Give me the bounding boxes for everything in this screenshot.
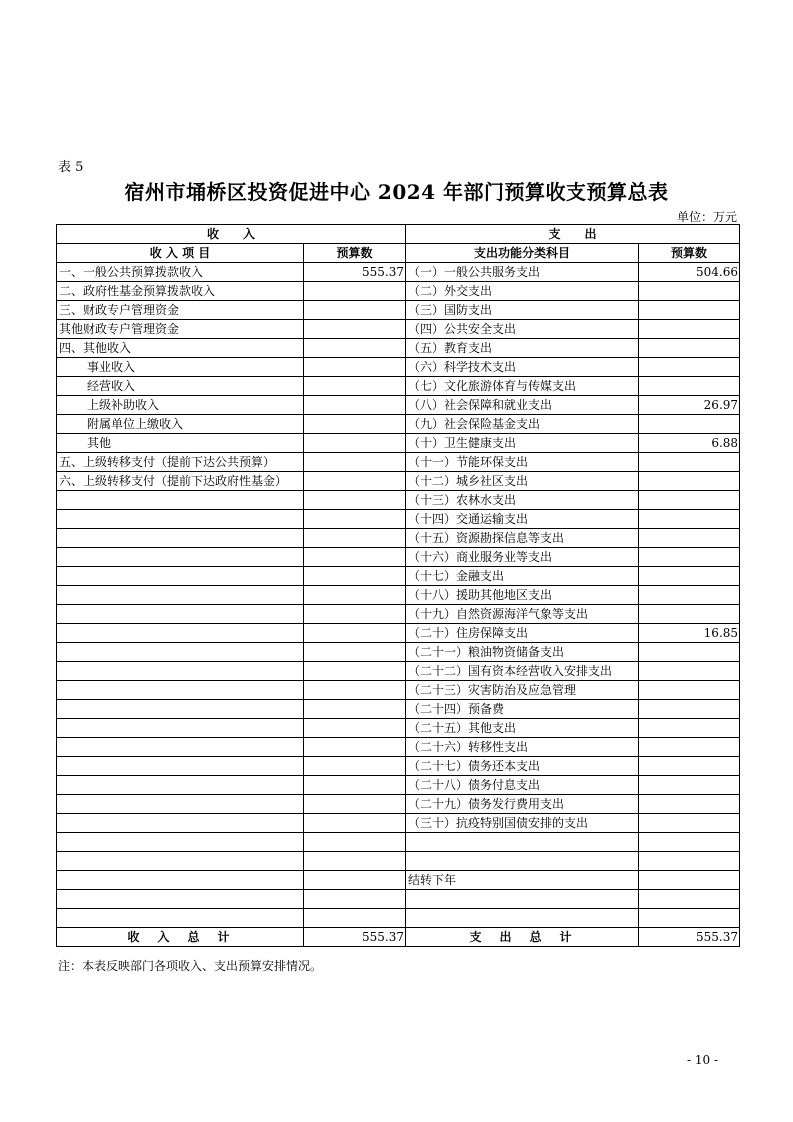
table-body bbox=[57, 263, 740, 928]
expense-amount-cell bbox=[639, 453, 740, 472]
income-item-cell: 上级补助收入 bbox=[57, 396, 304, 415]
expense-amount-cell bbox=[639, 757, 740, 776]
expense-amount-header: 预算数 bbox=[639, 244, 740, 263]
table-row bbox=[57, 871, 740, 890]
expense-amount-cell bbox=[639, 776, 740, 795]
income-item-cell bbox=[57, 681, 304, 700]
expense-item-cell: （二十九）债务发行费用支出 bbox=[406, 795, 639, 814]
income-item-cell: 六、上级转移支付（提前下达政府性基金） bbox=[57, 472, 304, 491]
income-amount-cell bbox=[304, 453, 406, 472]
expense-item-cell: （十九）自然资源海洋气象等支出 bbox=[406, 605, 639, 624]
expense-item-cell: （二十四）预备费 bbox=[406, 700, 639, 719]
expense-amount-cell bbox=[639, 339, 740, 358]
expense-amount-cell bbox=[639, 282, 740, 301]
income-item-cell bbox=[57, 567, 304, 586]
expense-item-cell: （九）社会保险基金支出 bbox=[406, 415, 639, 434]
income-item-cell bbox=[57, 909, 304, 928]
income-item-cell: 附属单位上缴收入 bbox=[57, 415, 304, 434]
expense-item-cell bbox=[406, 833, 639, 852]
income-item-cell: 一、一般公共预算拨款收入 bbox=[57, 263, 304, 282]
income-amount-cell bbox=[304, 377, 406, 396]
expense-amount-cell bbox=[639, 567, 740, 586]
expense-amount-cell bbox=[639, 415, 740, 434]
table-row bbox=[57, 529, 740, 548]
income-item-cell bbox=[57, 890, 304, 909]
table-row bbox=[57, 833, 740, 852]
income-item-cell: 经营收入 bbox=[57, 377, 304, 396]
expense-item-cell: （二十）住房保障支出 bbox=[406, 624, 639, 643]
income-total-amount: 555.37 bbox=[304, 928, 406, 947]
table-row bbox=[57, 852, 740, 871]
expense-item-cell: （二十三）灾害防治及应急管理 bbox=[406, 681, 639, 700]
expense-amount-cell bbox=[639, 358, 740, 377]
table-row bbox=[57, 548, 740, 567]
income-item-cell: 三、财政专户管理资金 bbox=[57, 301, 304, 320]
income-item-cell bbox=[57, 871, 304, 890]
table-row bbox=[57, 719, 740, 738]
income-group-header: 收 入 bbox=[57, 225, 406, 244]
expense-item-cell: （二十五）其他支出 bbox=[406, 719, 639, 738]
income-amount-cell bbox=[304, 776, 406, 795]
expense-item-cell: （二十八）债务付息支出 bbox=[406, 776, 639, 795]
expense-total-amount: 555.37 bbox=[639, 928, 740, 947]
income-item-cell: 二、政府性基金预算拨款收入 bbox=[57, 282, 304, 301]
income-item-cell bbox=[57, 852, 304, 871]
income-amount-cell bbox=[304, 890, 406, 909]
income-item-cell bbox=[57, 605, 304, 624]
expense-amount-cell bbox=[639, 301, 740, 320]
income-amount-cell bbox=[304, 757, 406, 776]
income-item-cell: 其他财政专户管理资金 bbox=[57, 320, 304, 339]
table-note: 注：本表反映部门各项收入、支出预算安排情况。 bbox=[58, 959, 323, 973]
income-amount-cell bbox=[304, 662, 406, 681]
income-amount-cell bbox=[304, 738, 406, 757]
income-amount-cell bbox=[304, 491, 406, 510]
income-item-cell bbox=[57, 833, 304, 852]
expense-amount-cell: 6.88 bbox=[639, 434, 740, 453]
table-label: 表 5 bbox=[58, 160, 84, 175]
expense-item-cell: （三）国防支出 bbox=[406, 301, 639, 320]
income-item-cell bbox=[57, 491, 304, 510]
income-item-cell bbox=[57, 643, 304, 662]
expense-amount-cell bbox=[639, 738, 740, 757]
expense-item-cell: （四）公共安全支出 bbox=[406, 320, 639, 339]
expense-amount-cell bbox=[639, 529, 740, 548]
expense-amount-cell bbox=[639, 833, 740, 852]
expense-item-cell: （十）卫生健康支出 bbox=[406, 434, 639, 453]
expense-item-cell: （六）科学技术支出 bbox=[406, 358, 639, 377]
table-row bbox=[57, 605, 740, 624]
income-item-cell bbox=[57, 738, 304, 757]
income-amount-cell bbox=[304, 833, 406, 852]
expense-amount-cell bbox=[639, 662, 740, 681]
expense-amount-cell bbox=[639, 890, 740, 909]
income-item-cell bbox=[57, 814, 304, 833]
table-row bbox=[57, 434, 740, 453]
income-item-cell bbox=[57, 757, 304, 776]
table-row bbox=[57, 700, 740, 719]
total-row bbox=[57, 928, 740, 947]
income-item-header: 收 入 项 目 bbox=[57, 244, 304, 263]
table-row bbox=[57, 567, 740, 586]
table-row bbox=[57, 909, 740, 928]
income-amount-cell bbox=[304, 320, 406, 339]
table-row bbox=[57, 757, 740, 776]
table-row bbox=[57, 624, 740, 643]
income-amount-cell bbox=[304, 871, 406, 890]
table-row bbox=[57, 738, 740, 757]
expense-amount-cell bbox=[639, 472, 740, 491]
expense-amount-cell bbox=[639, 377, 740, 396]
expense-item-cell: （一）一般公共服务支出 bbox=[406, 263, 639, 282]
income-item-cell bbox=[57, 529, 304, 548]
expense-item-cell: （十四）交通运输支出 bbox=[406, 510, 639, 529]
expense-item-cell: （十二）城乡社区支出 bbox=[406, 472, 639, 491]
expense-item-cell bbox=[406, 909, 639, 928]
expense-amount-cell bbox=[639, 548, 740, 567]
expense-item-cell: （二十二）国有资本经营收入安排支出 bbox=[406, 662, 639, 681]
expense-amount-cell bbox=[639, 719, 740, 738]
table-row bbox=[57, 814, 740, 833]
expense-item-cell: （七）文化旅游体育与传媒支出 bbox=[406, 377, 639, 396]
table-row bbox=[57, 795, 740, 814]
income-amount-cell bbox=[304, 567, 406, 586]
income-amount-cell bbox=[304, 795, 406, 814]
income-amount-cell bbox=[304, 472, 406, 491]
income-item-cell: 五、上级转移支付（提前下达公共预算） bbox=[57, 453, 304, 472]
expense-amount-cell bbox=[639, 605, 740, 624]
income-item-cell bbox=[57, 586, 304, 605]
expense-amount-cell bbox=[639, 320, 740, 339]
page-number: - 10 - bbox=[686, 1053, 718, 1067]
expense-item-cell: （十七）金融支出 bbox=[406, 567, 639, 586]
table-row bbox=[57, 282, 740, 301]
table-row bbox=[57, 681, 740, 700]
income-item-cell bbox=[57, 510, 304, 529]
expense-amount-cell bbox=[639, 681, 740, 700]
table-row bbox=[57, 510, 740, 529]
expense-amount-cell: 26.97 bbox=[639, 396, 740, 415]
expense-item-cell: （五）教育支出 bbox=[406, 339, 639, 358]
expense-item-cell: 结转下年 bbox=[406, 871, 639, 890]
income-amount-cell bbox=[304, 852, 406, 871]
expense-amount-cell bbox=[639, 510, 740, 529]
expense-amount-cell: 16.85 bbox=[639, 624, 740, 643]
expense-amount-cell bbox=[639, 491, 740, 510]
income-item-cell bbox=[57, 719, 304, 738]
expense-item-cell: （十三）农林水支出 bbox=[406, 491, 639, 510]
table-row bbox=[57, 263, 740, 282]
expense-amount-cell bbox=[639, 795, 740, 814]
income-item-cell bbox=[57, 624, 304, 643]
income-amount-cell bbox=[304, 301, 406, 320]
unit-label: 单位：万元 bbox=[676, 210, 737, 224]
income-amount-cell bbox=[304, 624, 406, 643]
expense-group-header: 支 出 bbox=[406, 225, 740, 244]
table-row bbox=[57, 776, 740, 795]
income-item-cell bbox=[57, 795, 304, 814]
income-amount-cell bbox=[304, 415, 406, 434]
income-amount-cell bbox=[304, 529, 406, 548]
income-item-cell: 事业收入 bbox=[57, 358, 304, 377]
expense-item-header: 支出功能分类科目 bbox=[406, 244, 639, 263]
expense-item-cell: （二）外交支出 bbox=[406, 282, 639, 301]
expense-item-cell: （二十六）转移性支出 bbox=[406, 738, 639, 757]
expense-item-cell: （十八）援助其他地区支出 bbox=[406, 586, 639, 605]
table-row bbox=[57, 377, 740, 396]
table-row bbox=[57, 339, 740, 358]
income-amount-cell bbox=[304, 358, 406, 377]
income-total-label: 收 入 总 计 bbox=[57, 928, 304, 947]
income-amount-cell bbox=[304, 605, 406, 624]
table-row bbox=[57, 358, 740, 377]
income-amount-cell bbox=[304, 396, 406, 415]
expense-item-cell: （十一）节能环保支出 bbox=[406, 453, 639, 472]
table-row bbox=[57, 415, 740, 434]
expense-item-cell bbox=[406, 852, 639, 871]
income-amount-cell bbox=[304, 814, 406, 833]
table-row bbox=[57, 491, 740, 510]
expense-amount-cell bbox=[639, 814, 740, 833]
budget-summary-table bbox=[56, 224, 740, 947]
expense-item-cell: （十六）商业服务业等支出 bbox=[406, 548, 639, 567]
income-amount-cell bbox=[304, 434, 406, 453]
expense-amount-cell: 504.66 bbox=[639, 263, 740, 282]
page-title: 宿州市埇桥区投资促进中心 2024 年部门预算收支预算总表 bbox=[124, 180, 669, 204]
income-amount-cell: 555.37 bbox=[304, 263, 406, 282]
income-amount-cell bbox=[304, 681, 406, 700]
income-amount-cell bbox=[304, 339, 406, 358]
expense-item-cell bbox=[406, 890, 639, 909]
table-row bbox=[57, 643, 740, 662]
income-amount-cell bbox=[304, 510, 406, 529]
income-amount-cell bbox=[304, 282, 406, 301]
table-row bbox=[57, 301, 740, 320]
income-item-cell bbox=[57, 700, 304, 719]
table-row bbox=[57, 662, 740, 681]
income-item-cell bbox=[57, 776, 304, 795]
income-amount-cell bbox=[304, 586, 406, 605]
expense-amount-cell bbox=[639, 852, 740, 871]
expense-amount-cell bbox=[639, 909, 740, 928]
table-row bbox=[57, 320, 740, 339]
income-amount-cell bbox=[304, 643, 406, 662]
expense-amount-cell bbox=[639, 586, 740, 605]
table-row bbox=[57, 396, 740, 415]
income-item-cell bbox=[57, 548, 304, 567]
income-amount-header: 预算数 bbox=[304, 244, 406, 263]
expense-amount-cell bbox=[639, 871, 740, 890]
expense-amount-cell bbox=[639, 700, 740, 719]
income-item-cell: 四、其他收入 bbox=[57, 339, 304, 358]
table-row bbox=[57, 890, 740, 909]
income-amount-cell bbox=[304, 548, 406, 567]
expense-item-cell: （二十一）粮油物资储备支出 bbox=[406, 643, 639, 662]
income-amount-cell bbox=[304, 700, 406, 719]
expense-item-cell: （八）社会保障和就业支出 bbox=[406, 396, 639, 415]
expense-amount-cell bbox=[639, 643, 740, 662]
income-item-cell: 其他 bbox=[57, 434, 304, 453]
table-row bbox=[57, 586, 740, 605]
income-amount-cell bbox=[304, 909, 406, 928]
income-item-cell bbox=[57, 662, 304, 681]
table-row bbox=[57, 453, 740, 472]
expense-item-cell: （三十）抗疫特别国债安排的支出 bbox=[406, 814, 639, 833]
income-amount-cell bbox=[304, 719, 406, 738]
expense-item-cell: （十五）资源勘探信息等支出 bbox=[406, 529, 639, 548]
expense-total-label: 支 出 总 计 bbox=[406, 928, 639, 947]
table-row bbox=[57, 472, 740, 491]
expense-item-cell: （二十七）债务还本支出 bbox=[406, 757, 639, 776]
